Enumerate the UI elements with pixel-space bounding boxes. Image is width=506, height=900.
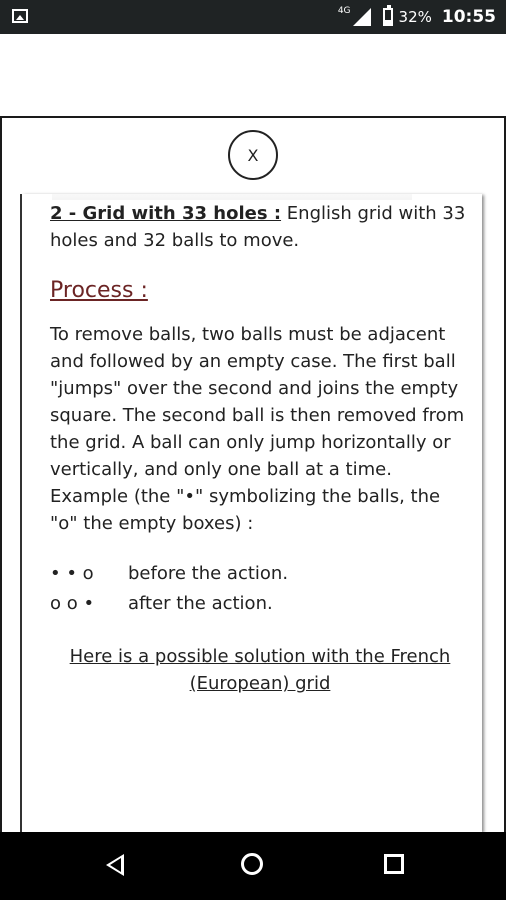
clock: 10:55 xyxy=(441,7,496,27)
grid-description: English grid with 33 holes and 32 balls to move. xyxy=(50,203,466,251)
process-description: To remove balls, two balls must be adjacent and followed by an empty case. The first ball "jumps" over the second and joins the empty square. The second ball is then removed from the grid. A ball can only jump horizontally or vertically, and only one ball at a time. Example (the "•" symbolizing the balls, the "o" the empty boxes) : xyxy=(50,324,465,534)
grid-heading xyxy=(50,200,470,254)
background-area xyxy=(0,34,506,116)
battery-icon xyxy=(383,8,393,26)
example-row xyxy=(50,559,470,589)
close-icon: X xyxy=(247,145,259,165)
grid-title: 2 - Grid with 33 holes : xyxy=(50,203,282,224)
status-icons xyxy=(338,0,496,34)
network-type: 4G xyxy=(337,6,351,16)
example-row xyxy=(50,589,470,619)
back-icon[interactable] xyxy=(106,854,124,876)
close-button[interactable] xyxy=(228,130,278,180)
status-bar xyxy=(0,0,506,34)
gallery-icon xyxy=(12,9,28,23)
process-title: Process : xyxy=(50,278,148,303)
dialog xyxy=(0,116,506,834)
signal-icon xyxy=(353,8,371,26)
scroll-content[interactable] xyxy=(20,194,482,834)
battery-percent: 32% xyxy=(398,8,432,26)
recents-icon[interactable] xyxy=(384,854,404,874)
home-icon[interactable] xyxy=(241,853,263,875)
example-symbols: • • o xyxy=(50,563,94,584)
example-symbols: o o • xyxy=(50,593,95,614)
solution-link[interactable]: Here is a possible solution with the French (European) grid xyxy=(69,646,451,694)
example-list xyxy=(50,559,470,619)
example-label: before the action. xyxy=(128,563,289,584)
example-label: after the action. xyxy=(128,593,273,614)
navigation-bar xyxy=(0,832,506,900)
